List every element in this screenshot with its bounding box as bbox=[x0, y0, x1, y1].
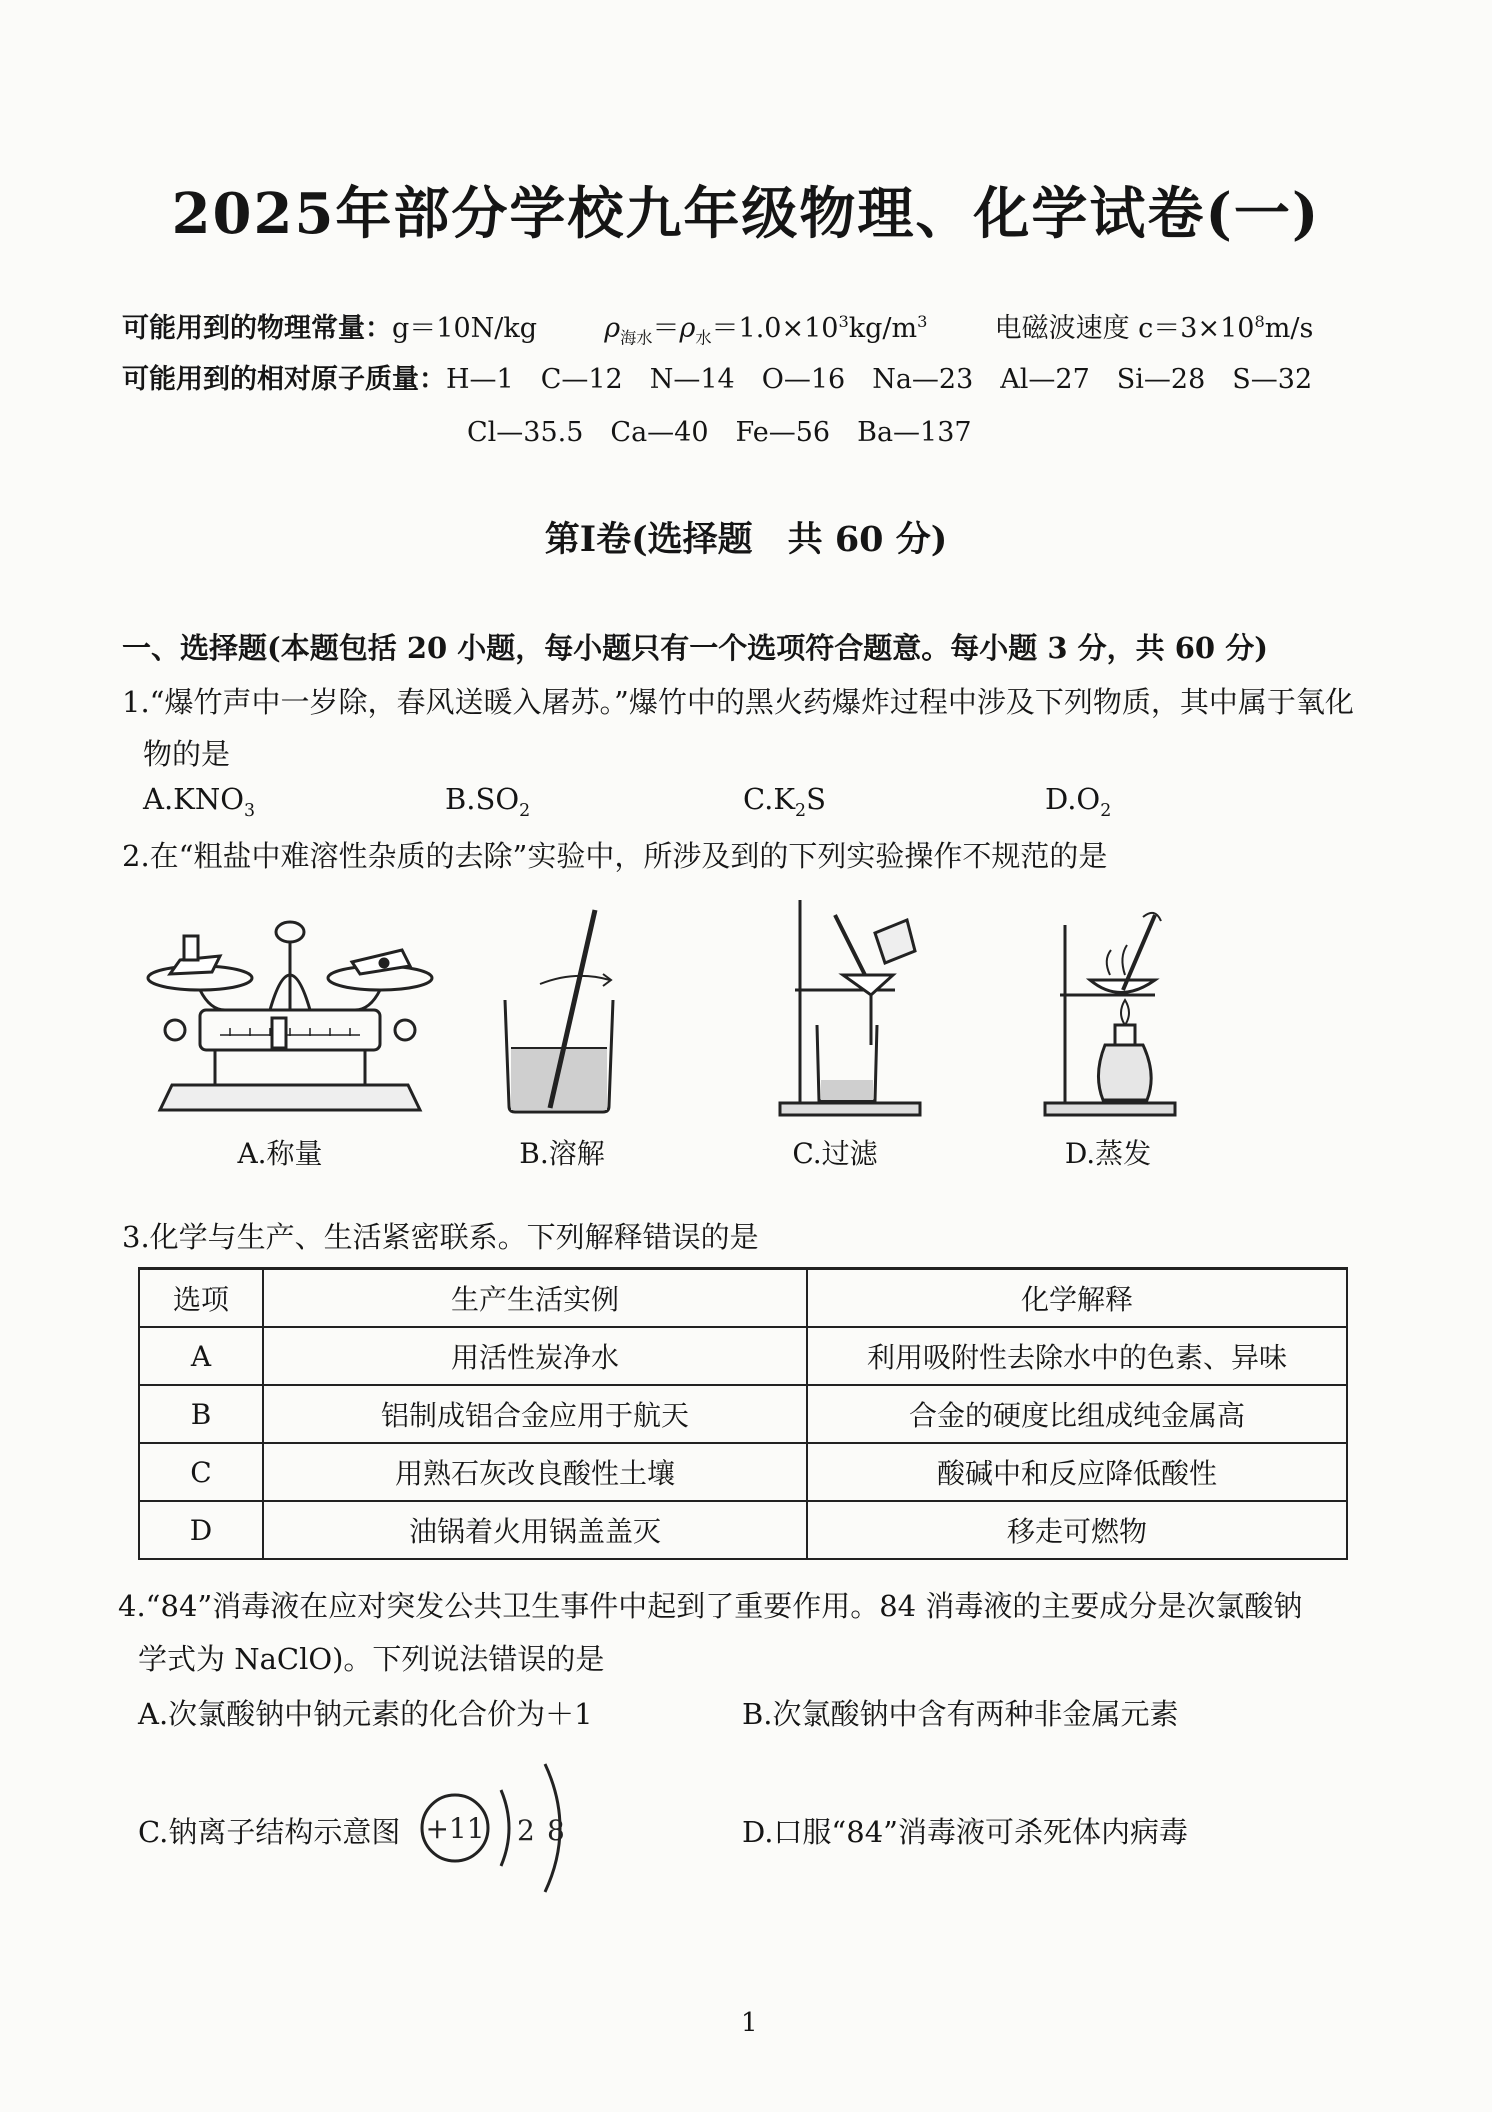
table-row bbox=[139, 1327, 1347, 1385]
q4-option-b: B.次氯酸钠中含有两种非金属元素 bbox=[742, 1697, 1179, 1731]
evaporation-figure bbox=[1035, 895, 1185, 1120]
table-cell: 酸碱中和反应降低酸性 bbox=[807, 1443, 1347, 1501]
q2-caption-d: D.蒸发 bbox=[1064, 1137, 1152, 1170]
physics-constants-label: 可能用到的物理常量： bbox=[122, 313, 392, 344]
atomic-mass-label: 可能用到的相对原子质量： bbox=[122, 364, 446, 395]
table-cell: C bbox=[139, 1443, 263, 1501]
q4-option-a: A.次氯酸钠中钠元素的化合价为＋1 bbox=[138, 1697, 593, 1731]
table-cell: 用活性炭净水 bbox=[263, 1327, 807, 1385]
table-cell: A bbox=[139, 1327, 263, 1385]
q1-stem-line1: 1.“爆竹声中一岁除，春风送暖入屠苏。”爆竹中的黑火药爆炸过程中涉及下列物质，其中属于氧化 bbox=[122, 685, 1354, 719]
table-header-cell: 选项 bbox=[139, 1269, 263, 1328]
dissolving-figure bbox=[495, 900, 635, 1120]
wave-speed-constant: 电磁波速度 $c=3\times 10^8m/s$ bbox=[994, 312, 1314, 344]
balance-scale-figure bbox=[140, 900, 440, 1120]
q2-caption-b: B.溶解 bbox=[519, 1137, 605, 1170]
table-cell: 用熟石灰改良酸性土壤 bbox=[263, 1443, 807, 1501]
exam-title: 2025年部分学校九年级物理、化学试卷(一) bbox=[171, 181, 1321, 247]
gravity-constant: g＝10N/kg bbox=[392, 313, 538, 344]
q2-stem: 2.在“粗盐中难溶性杂质的去除”实验中，所涉及到的下列实验操作不规范的是 bbox=[122, 839, 1108, 873]
nucleus-charge: +11 bbox=[425, 1812, 485, 1845]
physics-constants-line bbox=[122, 306, 1313, 348]
shell-electrons-2: 8 bbox=[547, 1814, 565, 1847]
table-cell: 移走可燃物 bbox=[807, 1501, 1347, 1559]
table-cell: 合金的硬度比组成纯金属高 bbox=[807, 1385, 1347, 1443]
table-header-row bbox=[139, 1269, 1347, 1328]
q4-stem-line1: 4.“84”消毒液在应对突发公共卫生事件中起到了重要作用。84 消毒液的主要成分是次氯酸钠 bbox=[118, 1589, 1303, 1623]
q1-option-b: $B.SO_2$ bbox=[445, 782, 531, 821]
filtration-figure bbox=[775, 895, 925, 1120]
table-header-cell: 化学解释 bbox=[807, 1269, 1347, 1328]
atomic-mass-values-1: H—1 C—12 N—14 O—16 Na—23 Al—27 Si—28 S—32 bbox=[446, 364, 1313, 395]
table-row bbox=[139, 1501, 1347, 1559]
q1-option-c: $C.K_2S$ bbox=[743, 782, 826, 821]
table-cell: 油锅着火用锅盖盖灭 bbox=[263, 1501, 807, 1559]
table-cell: 利用吸附性去除水中的色素、异味 bbox=[807, 1327, 1347, 1385]
q1-option-a: $A.KNO_3$ bbox=[143, 782, 256, 821]
q4-option-d: D.口服“84”消毒液可杀死体内病毒 bbox=[742, 1815, 1188, 1849]
atomic-mass-line-1 bbox=[122, 357, 1312, 396]
q1-option-d: $D.O_2$ bbox=[1045, 782, 1112, 821]
q2-caption-a: A.称量 bbox=[237, 1137, 323, 1170]
table-cell: 铝制成铝合金应用于航天 bbox=[263, 1385, 807, 1443]
q4-stem-line2: 学式为 NaClO)。下列说法错误的是 bbox=[138, 1642, 605, 1676]
page-number: 1 bbox=[741, 2008, 758, 2038]
q3-stem: 3.化学与生产、生活紧密联系。下列解释错误的是 bbox=[122, 1220, 759, 1254]
atomic-mass-values-2: Cl—35.5 Ca—40 Fe—56 Ba—137 bbox=[467, 417, 972, 448]
table-row bbox=[139, 1443, 1347, 1501]
table-row bbox=[139, 1385, 1347, 1443]
q4-option-c: C.钠离子结构示意图 bbox=[138, 1815, 401, 1849]
q3-table bbox=[138, 1267, 1348, 1560]
q1-stem-line2: 物的是 bbox=[143, 737, 231, 771]
part-one-heading: 一、选择题(本题包括 20 小题，每小题只有一个选项符合题意。每小题 3 分，共 60 分) bbox=[122, 631, 1268, 665]
q2-caption-c: C.过滤 bbox=[792, 1137, 878, 1170]
table-cell: D bbox=[139, 1501, 263, 1559]
table-header-cell: 生产生活实例 bbox=[263, 1269, 807, 1328]
section-title: 第Ⅰ卷(选择题 共 60 分) bbox=[544, 519, 948, 560]
density-constant: $\rho_{海水}=\rho_水=1.0\times 10^3kg/m^3$ bbox=[604, 312, 928, 348]
table-cell: B bbox=[139, 1385, 263, 1443]
sodium-ion-diagram bbox=[415, 1740, 590, 1900]
shell-electrons-1: 2 bbox=[517, 1814, 535, 1847]
